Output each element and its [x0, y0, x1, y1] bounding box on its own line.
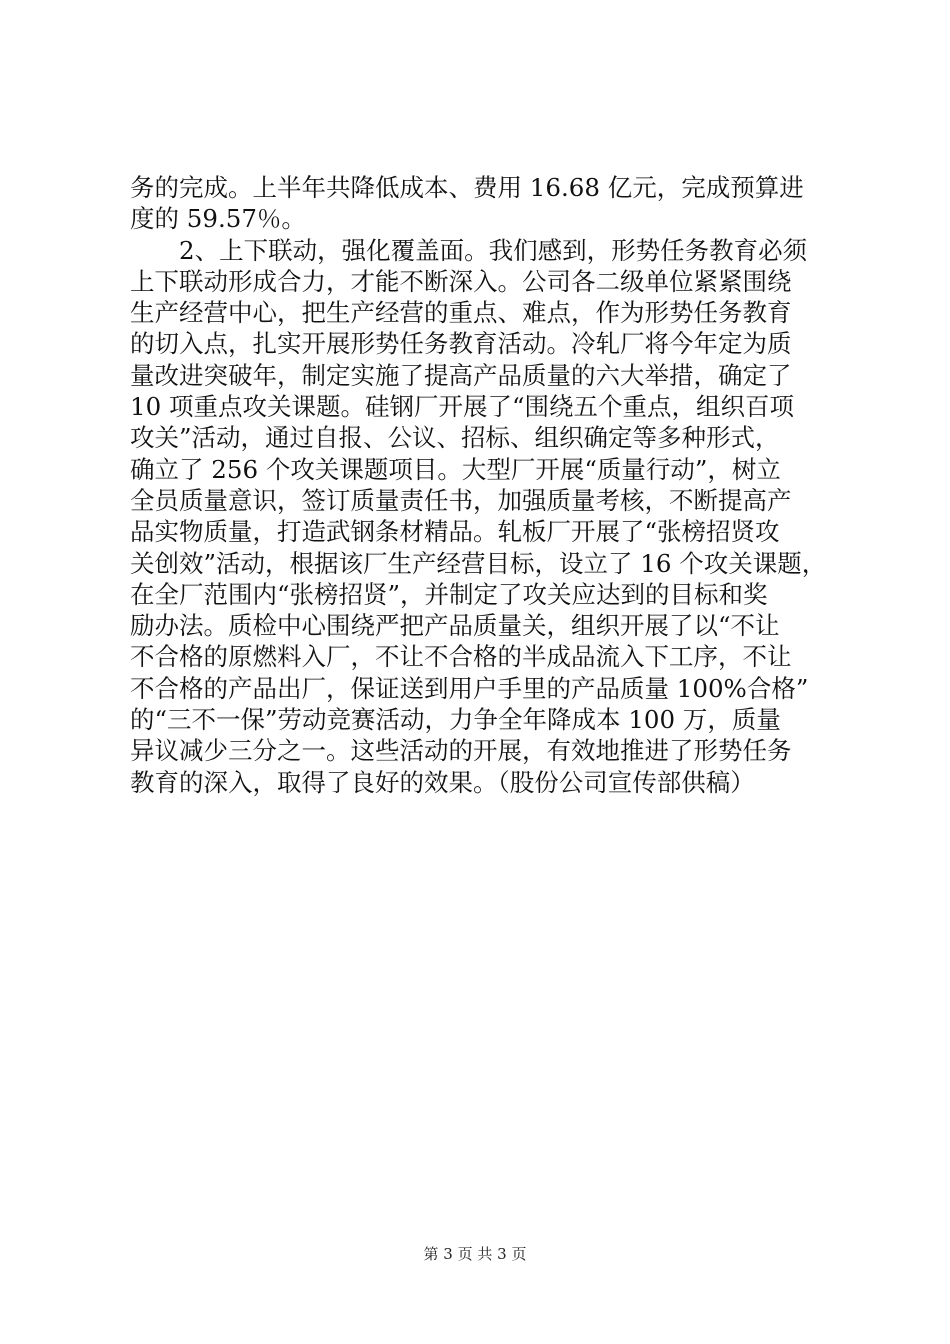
text-line: 2、上下联动，强化覆盖面。我们感到，形势任务教育必须 [130, 235, 808, 265]
text-line: 上下联动形成合力，才能不断深入。公司各二级单位紧紧围绕 [130, 266, 792, 296]
text-line: 务的完成。上半年共降低成本、费用 16.68 亿元，完成预算进 [130, 173, 804, 202]
body-text [130, 172, 830, 798]
text-line: 的切入点，扎实开展形势任务教育活动。冷轧厂将今年定为质 [130, 329, 792, 359]
text-line: 确立了 256 个攻关课题项目。大型厂开展“质量行动”，树立 [130, 454, 781, 484]
text-line: 异议减少三分之一。这些活动的开展，有效地推进了形势任务 [130, 736, 792, 766]
text-line: 度的 59.57％。 [130, 204, 306, 234]
text-line: 关创效”活动，根据该厂生产经营目标，设立了 16 个攻关课题， [130, 548, 827, 578]
text-line: 生产经营中心，把生产经营的重点、难点，作为形势任务教育 [130, 298, 792, 328]
text-line: 10 项重点攻关课题。硅钢厂开展了“围绕五个重点，组织百项 [130, 392, 794, 422]
text-line: 教育的深入，取得了良好的效果。（股份公司宣传部供稿） [130, 767, 755, 797]
text-line: 不合格的产品出厂，保证送到用户手里的产品质量 100%合格” [130, 673, 809, 703]
text-line: 的“三不一保”劳动竞赛活动，力争全年降成本 100 万，质量 [130, 705, 781, 735]
text-line: 攻关”活动，通过自报、公议、招标、组织确定等多种形式， [130, 423, 780, 453]
text-line: 励办法。质检中心围绕严把产品质量关，组织开展了以“不让 [130, 611, 780, 641]
text-line: 不合格的原燃料入厂，不让不合格的半成品流入下工序，不让 [130, 642, 792, 672]
text-line: 品实物质量，打造武钢条材精品。轧板厂开展了“张榜招贤攻 [130, 517, 780, 547]
text-line: 全员质量意识，签订质量责任书，加强质量考核，不断提高产 [130, 485, 792, 515]
text-line: 量改进突破年，制定实施了提高产品质量的六大举措，确定了 [130, 360, 792, 390]
text-line: 在全厂范围内“张榜招贤”，并制定了攻关应达到的目标和奖 [130, 579, 768, 609]
page-footer: 第 3 页 共 3 页 [423, 1245, 527, 1263]
